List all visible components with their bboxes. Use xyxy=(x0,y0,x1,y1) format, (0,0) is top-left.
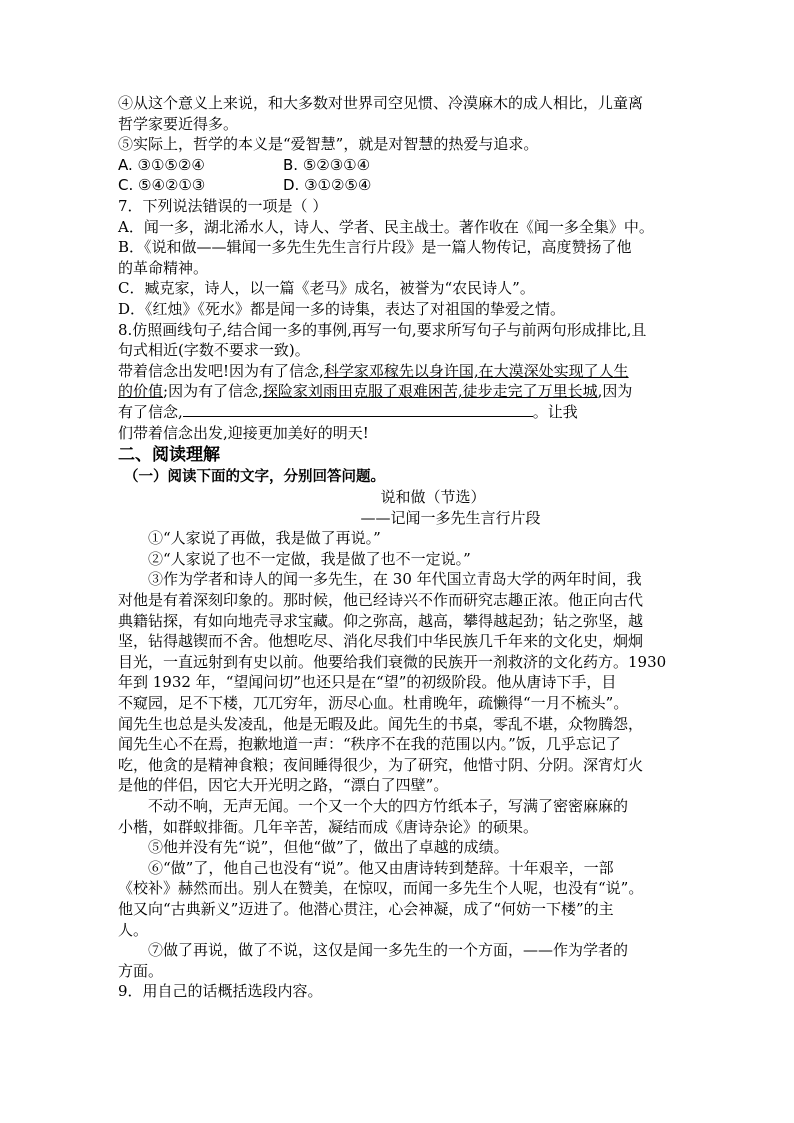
document-page xyxy=(118,93,678,1002)
q8-underlined-sentence: 的价值 xyxy=(118,382,164,401)
q6-options-row-2 xyxy=(118,175,678,196)
paragraph-2: ②“人家说了也不一定做，我是做了也不一定说。” xyxy=(148,549,471,568)
paragraph-3-line: 吃，他贪的是精神食粮；夜间睡得很少，为了研究，他惜寸阴、分阴。深宵灯火 xyxy=(118,755,644,774)
paragraph-5: ⑤他并没有先“说”，但他“做”了，做出了卓越的成绩。 xyxy=(148,838,509,857)
paragraph-3-line: 闻先生心不在焉，抱歉地道一声：“秩序不在我的范围以内。”饭，几乎忘记了 xyxy=(118,735,621,754)
q9-stem: 9．用自己的话概括选段内容。 xyxy=(118,982,323,1001)
q6-option-d: D. ③①②⑤④ xyxy=(283,176,372,195)
q8-text: ,因为 xyxy=(597,382,633,401)
q8-text: 带着信念出发吧!因为有了信念, xyxy=(118,361,324,380)
q8-text: ;因为有了信念, xyxy=(163,382,263,401)
q8-answer-blank[interactable] xyxy=(183,402,533,417)
paragraph-3-line: 年到 1932 年，“望闻问切”也还只是在“望”的初级阶段。他从唐诗下手，目 xyxy=(118,673,617,692)
paragraph-3-line: 坚，钻得越锲而不舍。他想吃尽、消化尽我们中华民族几千年来的文化史，炯炯 xyxy=(118,632,644,651)
paragraph-4-line: 小楷，如群蚁排衙。几年辛苦，凝结而成《唐诗杂论》的硕果。 xyxy=(118,817,539,836)
q8-passage-line xyxy=(118,381,678,402)
q8-passage-line: 们带着信念出发,迎接更加美好的明天! xyxy=(118,423,369,442)
paragraph-4: 不动不响，无声无闻。一个又一个大的四方竹纸本子，写满了密密麻麻的 xyxy=(148,797,629,815)
text-line: ④从这个意义上来说，和大多数对世界司空见惯、冷漠麻木的成人相比，儿童离 xyxy=(118,94,644,112)
paragraph-3-line: 是他的伴侣，因它大开光明之路，“漂白了四壁”。 xyxy=(118,776,449,795)
paragraph-7-line: 方面。 xyxy=(118,961,164,980)
paragraph-3-line: 对他是有着深刻印象的。那时候，他已经诗兴不作而研究志趣正浓。他正向古代 xyxy=(118,591,644,610)
q6-option-b: B. ⑤②③①④ xyxy=(283,155,371,174)
paragraph-3: ③作为学者和诗人的闻一多先生，在 30 年代国立青岛大学的两年时间，我 xyxy=(148,570,642,589)
q8-text: 有了信念, xyxy=(118,402,183,421)
q7-stem: 7．下列说法错误的一项是（ ） xyxy=(118,196,328,215)
q7-option-d: D．《红烛》《死水》都是闻一多的诗集，表达了对祖国的挚爱之情。 xyxy=(118,299,566,318)
article-subtitle: ——记闻一多先生言行片段 xyxy=(360,508,541,527)
paragraph-3-line: 目光，一直远射到有史以前。他要给我们衰微的民族开一剂救济的文化药方。1930 xyxy=(118,652,667,671)
text-line: 哲学家要近得多。 xyxy=(118,114,239,133)
q8-passage-line xyxy=(118,402,678,423)
q8-passage-line xyxy=(118,361,678,382)
paragraph-3-line: 典籍钻探，有如向地壳寻求宝藏。仰之弥高，越高，攀得越起劲；钻之弥坚，越 xyxy=(118,611,644,630)
paragraph-6-line: 人。 xyxy=(118,920,149,939)
paragraph-6: ⑥“做”了，他自己也没有“说”。他又由唐诗转到楚辞。十年艰辛，一部 xyxy=(148,858,614,877)
q8-text: 。让我 xyxy=(532,402,578,421)
q6-option-a: A. ③①⑤②④ xyxy=(118,155,205,174)
q7-option-b-cont: 的革命精神。 xyxy=(118,258,209,277)
q7-option-c: C．臧克家，诗人，以一篇《老马》成名，被誉为“农民诗人”。 xyxy=(118,279,535,298)
q6-options-row-1 xyxy=(118,155,678,176)
paragraph-1: ①“人家说了再做，我是做了再说。” xyxy=(148,529,381,548)
q8-stem-cont: 句式相近(字数不要求一致)。 xyxy=(118,341,310,360)
subsection-heading: （一）阅读下面的文字，分别回答问题。 xyxy=(124,469,385,486)
text-line: ⑤实际上，哲学的本义是“爱智慧”，就是对智慧的热爱与追求。 xyxy=(118,135,539,154)
q8-underlined-sentence: 探险家刘雨田克服了艰难困苦,徒步走完了万里长城 xyxy=(262,382,598,401)
q8-stem: 8.仿照画线句子,结合闻一多的事例,再写一句,要求所写句子与前两句形成排比,且 xyxy=(118,320,647,339)
article-title: 说和做（节选） xyxy=(380,488,486,507)
q7-option-a: A．闻一多，湖北浠水人，诗人、学者、民主战士。著作收在《闻一多全集》中。 xyxy=(118,217,654,236)
paragraph-3-line: 不窥园，足不下楼，兀兀穷年，沥尽心血。杜甫晚年，疏懒得“一月不梳头”。 xyxy=(118,694,629,713)
paragraph-7: ⑦做了再说，做了不说，这仅是闻一多先生的一个方面，——作为学者的 xyxy=(148,941,629,960)
section-heading: 二、阅读理解 xyxy=(118,445,220,466)
paragraph-6-line: 《校补》赫然而出。别人在赞美，在惊叹，而闻一多先生个人呢，也没有“说”。 xyxy=(118,879,644,898)
paragraph-3-line: 闻先生也总是头发凌乱，他是无暇及此。闻先生的书桌，零乱不堪，众物腾怨， xyxy=(118,714,644,733)
q7-option-b: B．《说和做——辑闻一多先生先生言行片段》是一篇人物传记，高度赞扬了他 xyxy=(118,238,632,257)
q8-underlined-sentence: 科学家邓稼先以身许国,在大漠深处实现了人生 xyxy=(323,361,629,380)
q6-option-c: C. ⑤④②①③ xyxy=(118,176,206,195)
paragraph-6-line: 他又向“古典新义”迈进了。他潜心贯注，心会神凝，成了“何妨一下楼”的主 xyxy=(118,899,614,918)
